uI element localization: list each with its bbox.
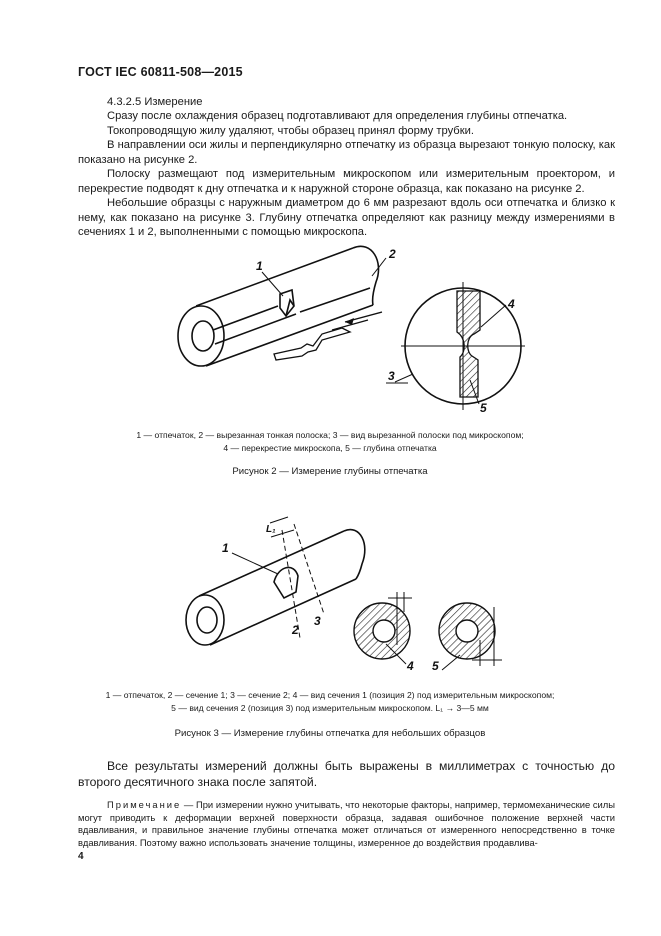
page-number: 4 xyxy=(78,851,84,862)
figure-2-legend-line-2: 4 — перекрестие микроскопа, 5 — глубина отпечатка xyxy=(223,443,437,453)
document-header: ГОСТ IEC 60811-508—2015 xyxy=(78,65,243,79)
fig2-microscope-view xyxy=(401,282,525,410)
fig3-label-5: 5 xyxy=(432,659,439,673)
figure-2-title: Рисунок 2 — Измерение глубины отпечатка xyxy=(232,466,428,477)
figure-3-title: Рисунок 3 — Измерение глубины отпечатка для небольших образцов xyxy=(174,728,486,739)
fig2-label-3: 3 xyxy=(388,369,395,383)
paragraph-1: Сразу после охлаждения образец подготавливают для определения глубины отпечатка. xyxy=(107,110,568,122)
note-paragraph xyxy=(78,799,615,849)
figure-2-legend-line-1: 1 — отпечаток, 2 — вырезанная тонкая полоска; 3 — вид вырезанной полоски под микроскопом; xyxy=(136,430,524,440)
paragraph-4: Полоску размещают под измерительным микроскопом или измерительным проектором, и перекрестие подводят к дну отпечатка и к наружной стороне образца, как показано на рисунке 2. xyxy=(78,168,615,195)
note-text: — При измерении нужно учитывать, что некоторые факторы, например, термомеханические силы могут приводить к деформации верхней поверхности образца, задавая ошибочное положение верхней части вдавливания, и правильное значение глубины отпечатка может отличаться от измеренного непосредственно в точке вдавливания. Поэтому важно использовать значение толщины, измеренное до воздействия продавлива- xyxy=(78,799,615,848)
fig3-section-1 xyxy=(354,592,412,659)
paragraph-5: Небольшие образцы с наружным диаметром до 6 мм разрезают вдоль оси отпечатка и близко к нему, как показано на рисунке 3. Глубину отпечатка определяют как разницу между измерениями в сечениях 1 и 2, выполненными с помощью микроскопа. xyxy=(78,197,615,239)
fig2-label-5: 5 xyxy=(480,401,487,415)
fig3-label-L1: L₁ xyxy=(266,524,276,535)
note-label: Примечание xyxy=(107,799,182,810)
figure-3-legend-line-2: 5 — вид сечения 2 (позиция 3) под измерительным микроскопом. L₁ → 3—5 мм xyxy=(171,703,489,713)
fig2-label-2: 2 xyxy=(389,247,396,261)
fig3-tube xyxy=(186,530,365,645)
fig3-section-2 xyxy=(439,603,502,666)
paragraph-3: В направлении оси жилы и перпендикулярно отпечатку из образца вырезают тонкую полоску, как показано на рисунке 2. xyxy=(78,139,615,166)
section-title: 4.3.2.5 Измерение xyxy=(107,96,203,108)
figure-3-legend-line-1: 1 — отпечаток, 2 — сечение 1; 3 — сечение 2; 4 — вид сечения 1 (позиция 2) под измерительным микроскопом; xyxy=(105,690,555,700)
fig2-tube xyxy=(178,246,379,366)
fig2-strip xyxy=(274,328,350,360)
fig3-label-3: 3 xyxy=(314,614,321,628)
fig3-label-2: 2 xyxy=(292,623,299,637)
fig3-label-1: 1 xyxy=(222,541,229,555)
fig3-label-4: 4 xyxy=(407,659,414,673)
fig2-label-4: 4 xyxy=(508,297,515,311)
final-paragraph: Все результаты измерений должны быть выражены в миллиметрах с точностью до второго десятичного знака после запятой. xyxy=(78,759,615,789)
paragraph-2: Токопроводящую жилу удаляют, чтобы образец принял форму трубки. xyxy=(107,125,474,137)
fig2-label-1: 1 xyxy=(256,259,263,273)
